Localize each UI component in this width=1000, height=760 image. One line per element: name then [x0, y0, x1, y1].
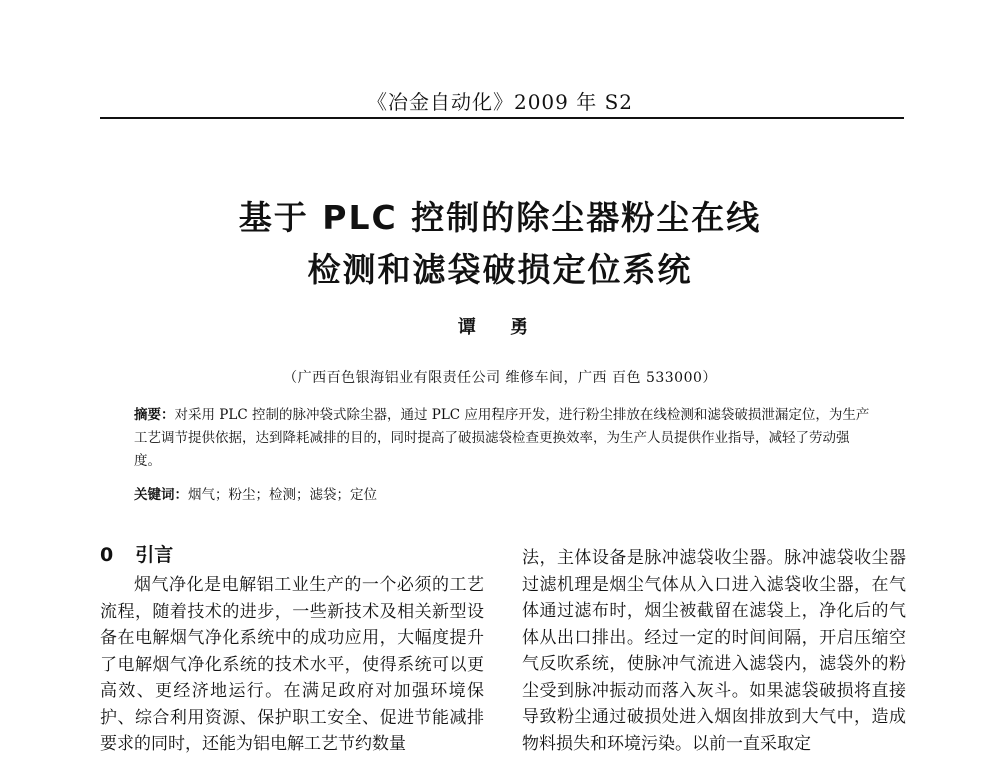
abstract-text: 对采用 PLC 控制的脉冲袋式除尘器，通过 PLC 应用程序开发，进行粉尘排放在线检测和滤袋破损泄漏定位，为生产工艺调节提供依据，达到降耗减排的目的，同时提高了破损滤袋检查更换效率，为生产人员提供作业指导，减轻了劳动强度。	[134, 407, 870, 469]
paper-title	[0, 192, 1000, 296]
affiliation: （广西百色银海铝业有限责任公司 维修车间，广西 百色 533000）	[283, 370, 717, 386]
left-paragraph: 烟气净化是电解铝工业生产的一个必须的工艺流程，随着技术的进步，一些新技术及相关新型设备在电解烟气净化系统中的成功应用，大幅度提升了电解烟气净化系统的技术水平，使得系统可以更高效、更经济地运行。在满足政府对加强环境保护、综合利用资源、保护职工安全、促进节能减排要求的同时，还能为铝电解工艺节约数量	[100, 575, 484, 754]
title-line-1: 基于 PLC 控制的除尘器粉尘在线	[238, 198, 762, 237]
right-paragraph: 法，主体设备是脉冲滤袋收尘器。脉冲滤袋收尘器过滤机理是烟尘气体从入口进入滤袋收尘器，在气体通过滤布时，烟尘被截留在滤袋上，净化后的气体从出口排出。经过一定的时间间隔，开启压缩空气反吹系统，使脉冲气流进入滤袋内，滤袋外的粉尘受到脉冲振动而落入灰斗。如果滤袋破损将直接导致粉尘通过破损处进入烟囱排放到大气中，造成物料损失和环境污染。以前一直采取定	[522, 548, 906, 754]
keywords-label: 关键词：	[134, 487, 188, 503]
abstract	[134, 404, 874, 473]
abstract-label: 摘要：	[134, 407, 175, 423]
keywords-text: 烟气；粉尘；检测；滤袋；定位	[188, 487, 377, 503]
header-rule	[100, 117, 904, 119]
left-column	[100, 540, 484, 758]
section-number: 0	[100, 544, 114, 566]
section-heading	[100, 540, 484, 570]
author: 谭 勇	[457, 317, 543, 338]
right-column	[522, 545, 906, 757]
title-line-2: 检测和滤袋破损定位系统	[307, 250, 693, 289]
keywords	[134, 484, 874, 507]
journal-header: 《冶金自动化》2009 年 S2	[366, 90, 634, 114]
section-title: 引言	[135, 544, 174, 566]
